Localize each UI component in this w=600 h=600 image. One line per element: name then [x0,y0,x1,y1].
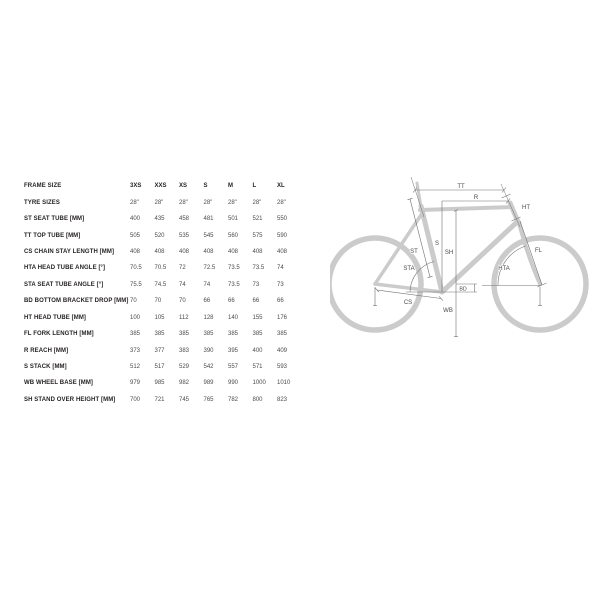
cell-value: 990 [228,380,239,387]
cell-value: 745 [179,396,190,403]
cell-value: 70.5 [154,265,167,272]
cell-value: 70 [154,298,162,305]
dim-label-bd: BD [459,286,467,293]
dim-label-tt: TT [457,184,465,190]
cell-value: 700 [130,396,141,403]
cell-value: 542 [203,364,214,371]
cell-value: 982 [179,380,190,387]
row-label: BD BOTTOM BRACKET DROP [MM] [24,298,129,305]
table-row [24,178,294,194]
cell-value: 985 [154,380,165,387]
cell-value: 535 [179,232,190,239]
cell-value: M [228,183,233,190]
cell-value: 521 [252,216,263,223]
cell-value: 400 [130,216,141,223]
seatpost [417,183,421,207]
cell-value: 377 [154,347,165,354]
cell-value: 385 [179,331,190,338]
cell-value: 765 [203,396,214,403]
cell-value: 72.5 [203,265,216,272]
row-label: WB WHEEL BASE [MM] [24,380,94,387]
table-row [24,392,294,408]
cell-value: 560 [228,232,239,239]
cell-value: 458 [179,216,190,223]
cell-value: 70 [130,298,137,305]
table-row [24,277,294,293]
cell-value: 75.5 [130,281,142,288]
row-label: CS CHAIN STAY LENGTH [MM] [24,248,115,255]
cell-value: 545 [203,232,214,239]
table-row [24,260,294,276]
cell-value: 385 [203,331,214,338]
cell-value: 529 [179,364,190,371]
dim-label-hta: HTA [498,266,510,272]
table-row [24,293,294,309]
bike-frame [375,183,540,292]
cell-value: 575 [252,232,263,239]
cell-value: 721 [154,396,165,403]
cell-value: 593 [277,364,288,371]
row-label: TT TOP TUBE [MM] [24,232,81,239]
cell-value: 571 [252,364,263,371]
cell-value: 501 [228,216,239,223]
bike-diagram [330,165,600,350]
table-row [24,342,294,358]
cell-value: L [252,183,257,190]
cell-value: XL [277,183,285,190]
row-label: HT HEAD TUBE [MM] [24,314,87,321]
cell-value: 782 [228,396,239,403]
cell-value: 409 [277,347,288,354]
cell-value: 800 [252,396,263,403]
cell-value: 28" [252,199,262,206]
seat-tube [421,206,442,292]
cell-value: 140 [228,314,239,321]
cell-value: 390 [203,347,214,354]
cell-value: 73.5 [228,281,240,288]
cell-value: 28" [277,199,286,206]
dim-label-fl: FL [535,248,543,254]
row-label: STA SEAT TUBE ANGLE [°] [24,281,104,288]
head-tube [510,203,519,224]
cell-value: 73 [252,281,260,288]
cell-value: 73.5 [228,265,240,272]
dim-label-st: ST [410,249,418,255]
cell-value: 435 [154,216,165,223]
cell-value: 66 [277,298,284,305]
cell-value: 73.5 [252,265,265,272]
cell-value: 590 [277,232,288,239]
dim-label-sh: SH [444,250,454,256]
row-label: TYRE SIZES [24,199,61,206]
cell-value: 408 [130,248,141,255]
cell-value: 520 [154,232,165,239]
row-label: FL FORK LENGTH [MM] [24,331,94,338]
cell-value: 408 [179,248,190,255]
cell-value: 395 [228,347,239,354]
cell-value: 74 [277,265,284,272]
dim-label-wb: WB [443,308,453,314]
cell-value: 979 [130,380,141,387]
cell-value: 28" [130,199,139,206]
table-row [24,359,294,375]
cell-value: 557 [228,364,239,371]
row-label: R REACH [MM] [24,347,69,354]
cell-value: 373 [130,347,141,354]
cell-value: 989 [203,380,214,387]
table-row [24,211,294,227]
dim-label-r: R [473,195,479,201]
dimension-lines [373,177,547,337]
cell-value: 3XS [130,183,142,190]
row-label: SH STAND OVER HEIGHT [MM] [24,396,116,403]
cell-value: 385 [154,331,165,338]
cell-value: 100 [130,314,141,321]
cell-value: 385 [228,331,239,338]
table-row [24,194,294,210]
cell-value: 176 [277,314,288,321]
cell-value: 73 [277,281,284,288]
table-row [24,244,294,260]
cell-value: 28" [228,199,237,206]
dim-label-s: S [434,241,439,247]
cell-value: 66 [228,298,235,305]
cell-value: 74 [179,281,186,288]
cell-value: 155 [252,314,263,321]
row-label: HTA HEAD TUBE ANGLE [°] [24,265,106,272]
cell-value: 66 [203,298,211,305]
table-row [24,326,294,342]
cell-value: 1010 [277,380,291,387]
row-label: FRAME SIZE [24,183,62,190]
dim-label-sta: STA [403,266,415,272]
cell-value: 408 [203,248,214,255]
geometry-table [24,178,294,408]
cell-value: 383 [179,347,190,354]
cell-value: 408 [154,248,165,255]
cell-value: 128 [203,314,214,321]
table-row [24,375,294,391]
cell-value: 550 [277,216,288,223]
cell-value: 70.5 [130,265,142,272]
cell-value: 72 [179,265,186,272]
table-row [24,310,294,326]
table-row [24,227,294,243]
cell-value: 481 [203,216,214,223]
cell-value: 408 [252,248,263,255]
cell-value: 70 [179,298,186,305]
cell-value: 74 [203,281,211,288]
cell-value: 28" [203,199,213,206]
cell-value: 823 [277,396,288,403]
cell-value: 112 [179,314,189,321]
cell-value: 105 [154,314,165,321]
cell-value: 512 [130,364,141,371]
cell-value: 517 [154,364,165,371]
dim-label-ht: HT [522,205,530,211]
cell-value: 408 [228,248,239,255]
cell-value: S [203,183,208,190]
row-label: S STACK [MM] [24,364,67,371]
cell-value: 385 [277,331,288,338]
cell-value: 408 [277,248,288,255]
row-label: ST SEAT TUBE [MM] [24,216,85,223]
cell-value: 74.5 [154,281,167,288]
cell-value: 28" [154,199,164,206]
cell-value: 28" [179,199,188,206]
cell-value: 1000 [252,380,266,387]
cell-value: XS [179,183,188,190]
top-tube [420,207,512,210]
dim-label-cs: CS [403,300,413,306]
cell-value: 505 [130,232,141,239]
cell-value: 385 [252,331,263,338]
cell-value: 385 [130,331,141,338]
cell-value: 400 [252,347,263,354]
cell-value: XXS [154,183,167,190]
cell-value: 66 [252,298,260,305]
